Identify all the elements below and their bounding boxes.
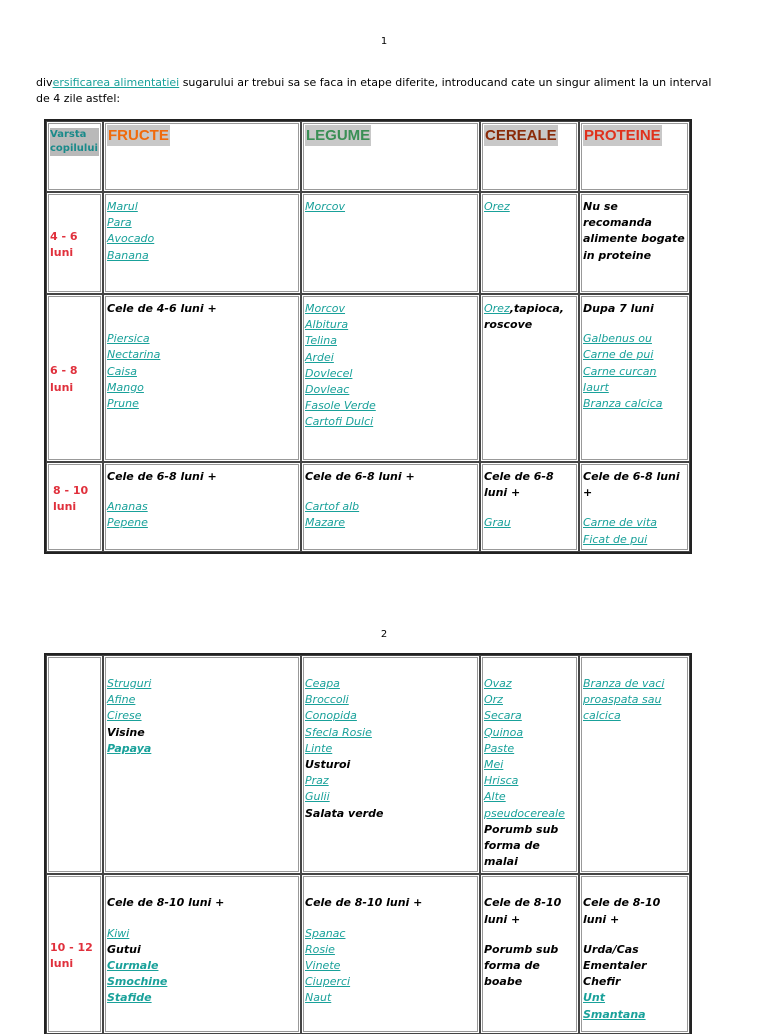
food-text: Porumb sub forma de boabe xyxy=(484,942,559,989)
food-link[interactable]: Grau xyxy=(484,516,511,530)
page-number: 2 xyxy=(380,629,388,640)
age-cell: 8 - 10 luni xyxy=(46,462,103,552)
header-cereals: CEREALE xyxy=(480,121,579,192)
food-link[interactable]: Ardei xyxy=(305,350,334,364)
intro-text: Cele de 8-10 luni + xyxy=(107,896,225,910)
intro-text: Cele de 6-8 luni + xyxy=(484,470,554,500)
table-row-6-8 xyxy=(46,294,690,462)
food-link[interactable]: Morcov xyxy=(305,302,346,315)
food-link[interactable]: Prune xyxy=(107,397,139,411)
intro-text: Cele de 8-10 luni + xyxy=(305,896,423,910)
food-link[interactable]: Smochine xyxy=(107,975,168,989)
proteins-cell xyxy=(579,874,690,1034)
food-link[interactable]: Avocado xyxy=(107,232,155,246)
food-text: Chefir xyxy=(583,975,621,989)
food-link[interactable]: Smantana xyxy=(583,1007,646,1021)
food-link[interactable]: Alte pseudocereale xyxy=(484,790,565,820)
intro-text: Cele de 8-10 luni + xyxy=(583,896,661,926)
age-cell: 4 - 6 luni xyxy=(46,192,103,294)
food-link[interactable]: Orez xyxy=(484,302,510,315)
food-text: Gutui xyxy=(107,942,141,956)
food-link[interactable]: Spanac xyxy=(305,926,346,940)
fruits-cell xyxy=(103,192,301,294)
food-link[interactable]: Orez xyxy=(484,200,510,213)
header-proteins: PROTEINE xyxy=(579,121,690,192)
intro-text: Cele de 6-8 luni + xyxy=(305,470,415,483)
header-age: Varsta copilului xyxy=(46,121,103,192)
food-link[interactable]: Hrisca xyxy=(484,774,519,788)
fruits-cell xyxy=(103,874,301,1034)
food-link[interactable]: Linte xyxy=(305,741,333,755)
food-link[interactable]: Struguri xyxy=(107,677,152,690)
food-link[interactable]: Ananas xyxy=(107,500,148,514)
page-number: 1 xyxy=(380,36,388,47)
food-link[interactable]: Carne de vita xyxy=(583,516,658,530)
intro-text: Cele de 6-8 luni + xyxy=(583,470,680,500)
cereals-cell xyxy=(480,874,579,1034)
header-fruits: FRUCTE xyxy=(103,121,301,192)
table-row-8-10 xyxy=(46,462,690,552)
food-link[interactable]: Carne de pui xyxy=(583,348,654,362)
food-link[interactable]: Dovleac xyxy=(305,383,350,397)
food-link[interactable]: Branza de vaci proaspata sau calcica xyxy=(583,677,665,723)
food-link[interactable]: Albitura xyxy=(305,318,349,332)
cereals-cell xyxy=(480,294,579,462)
food-link[interactable]: Nectarina xyxy=(107,348,161,362)
food-link[interactable]: Naut xyxy=(305,991,332,1005)
vegetables-cell xyxy=(301,655,480,874)
food-link[interactable]: Quinoa xyxy=(484,725,524,739)
food-link[interactable]: Branza calcica xyxy=(583,397,663,411)
table-row-4-6 xyxy=(46,192,690,294)
vegetables-cell xyxy=(301,874,480,1034)
age-cell xyxy=(46,655,103,874)
food-link[interactable]: Orz xyxy=(484,693,503,707)
food-link[interactable]: Mango xyxy=(107,380,144,394)
food-link[interactable]: Fasole Verde xyxy=(305,399,376,413)
food-text: Porumb sub forma de malai xyxy=(484,822,559,869)
food-link[interactable]: Piersica xyxy=(107,332,150,346)
food-link[interactable]: Dovlecel xyxy=(305,366,353,380)
food-link[interactable]: Caisa xyxy=(107,364,137,378)
intro-paragraph xyxy=(36,75,716,107)
proteins-note: Nu se recomanda alimente bogate in proteine xyxy=(583,200,685,262)
food-link[interactable]: Curmale xyxy=(107,959,159,973)
intro-text: sugarului ar trebui sa se faca in etape diferite, introducand cate un singur aliment la un interval de 4 zile astfel: xyxy=(36,76,712,105)
food-link[interactable]: Ficat de pui xyxy=(583,532,648,546)
diversification-table-page-2 xyxy=(44,653,692,1034)
table-row-8-10-continued xyxy=(46,655,690,874)
intro-link[interactable]: ersificarea alimentatiei xyxy=(52,76,180,89)
proteins-cell xyxy=(579,294,690,462)
fruits-cell xyxy=(103,655,301,874)
food-link[interactable]: Morcov xyxy=(305,200,346,213)
cereals-text: ,tapioca, roscove xyxy=(484,302,564,332)
vegetables-cell xyxy=(301,462,480,552)
food-text: Urda/Cas xyxy=(583,942,639,956)
cereals-cell xyxy=(480,462,579,552)
header-vegetables: LEGUME xyxy=(301,121,480,192)
food-link[interactable]: Secara xyxy=(484,709,522,723)
intro-prefix: div xyxy=(36,76,53,89)
food-link[interactable]: Telina xyxy=(305,334,337,348)
fruits-cell xyxy=(103,462,301,552)
food-text: Ementaler xyxy=(583,959,647,973)
food-link[interactable]: Marul xyxy=(107,200,138,213)
food-link[interactable]: Cartofi Dulci xyxy=(305,415,374,429)
food-link[interactable]: Stafide xyxy=(107,991,152,1005)
food-link[interactable]: Iaurt xyxy=(583,380,609,394)
food-text: Salata verde xyxy=(305,806,384,820)
proteins-cell xyxy=(579,192,690,294)
food-link[interactable]: Banana xyxy=(107,248,149,262)
food-link[interactable]: Gulii xyxy=(305,790,330,804)
food-link[interactable]: Kiwi xyxy=(107,926,130,940)
food-text: Visine xyxy=(107,725,145,739)
intro-text: Cele de 8-10 luni + xyxy=(484,896,562,926)
proteins-cell xyxy=(579,462,690,552)
food-text: Usturoi xyxy=(305,758,351,772)
food-link[interactable]: Pepene xyxy=(107,516,148,530)
intro-text: Dupa 7 luni xyxy=(583,302,654,315)
food-link[interactable]: Mei xyxy=(484,758,504,772)
food-link[interactable]: Paste xyxy=(484,741,515,755)
age-cell: 6 - 8 luni xyxy=(46,294,103,462)
food-link[interactable]: Cartof alb xyxy=(305,500,360,514)
food-link[interactable]: Ciuperci xyxy=(305,975,351,989)
food-link[interactable]: Vinete xyxy=(305,959,341,973)
food-link[interactable]: Rosie xyxy=(305,942,335,956)
fruits-cell xyxy=(103,294,301,462)
food-link[interactable]: Broccoli xyxy=(305,693,349,707)
cereals-cell xyxy=(480,655,579,874)
food-link[interactable]: Sfecla Rosie xyxy=(305,725,372,739)
table-header-row xyxy=(46,121,690,192)
food-link[interactable]: Carne curcan xyxy=(583,364,657,378)
proteins-cell xyxy=(579,655,690,874)
food-link[interactable]: Mazare xyxy=(305,516,346,530)
vegetables-cell xyxy=(301,192,480,294)
food-link[interactable]: Afine xyxy=(107,693,136,707)
food-link[interactable]: Galbenus ou xyxy=(583,332,652,346)
food-link[interactable]: Cirese xyxy=(107,709,142,723)
cereals-cell xyxy=(480,192,579,294)
vegetables-cell xyxy=(301,294,480,462)
intro-text: Cele de 4-6 luni + xyxy=(107,302,217,315)
table-row-10-12 xyxy=(46,874,690,1034)
food-link[interactable]: Unt xyxy=(583,991,606,1005)
food-link[interactable]: Praz xyxy=(305,774,329,788)
diversification-table-page-1 xyxy=(44,119,692,554)
food-link[interactable]: Conopida xyxy=(305,709,357,723)
food-link[interactable]: Ovaz xyxy=(484,677,512,690)
age-cell: 10 - 12 luni xyxy=(46,874,103,1034)
food-link[interactable]: Para xyxy=(107,216,132,230)
food-link[interactable]: Papaya xyxy=(107,741,152,755)
food-link[interactable]: Ceapa xyxy=(305,677,340,690)
intro-text: Cele de 6-8 luni + xyxy=(107,470,217,483)
